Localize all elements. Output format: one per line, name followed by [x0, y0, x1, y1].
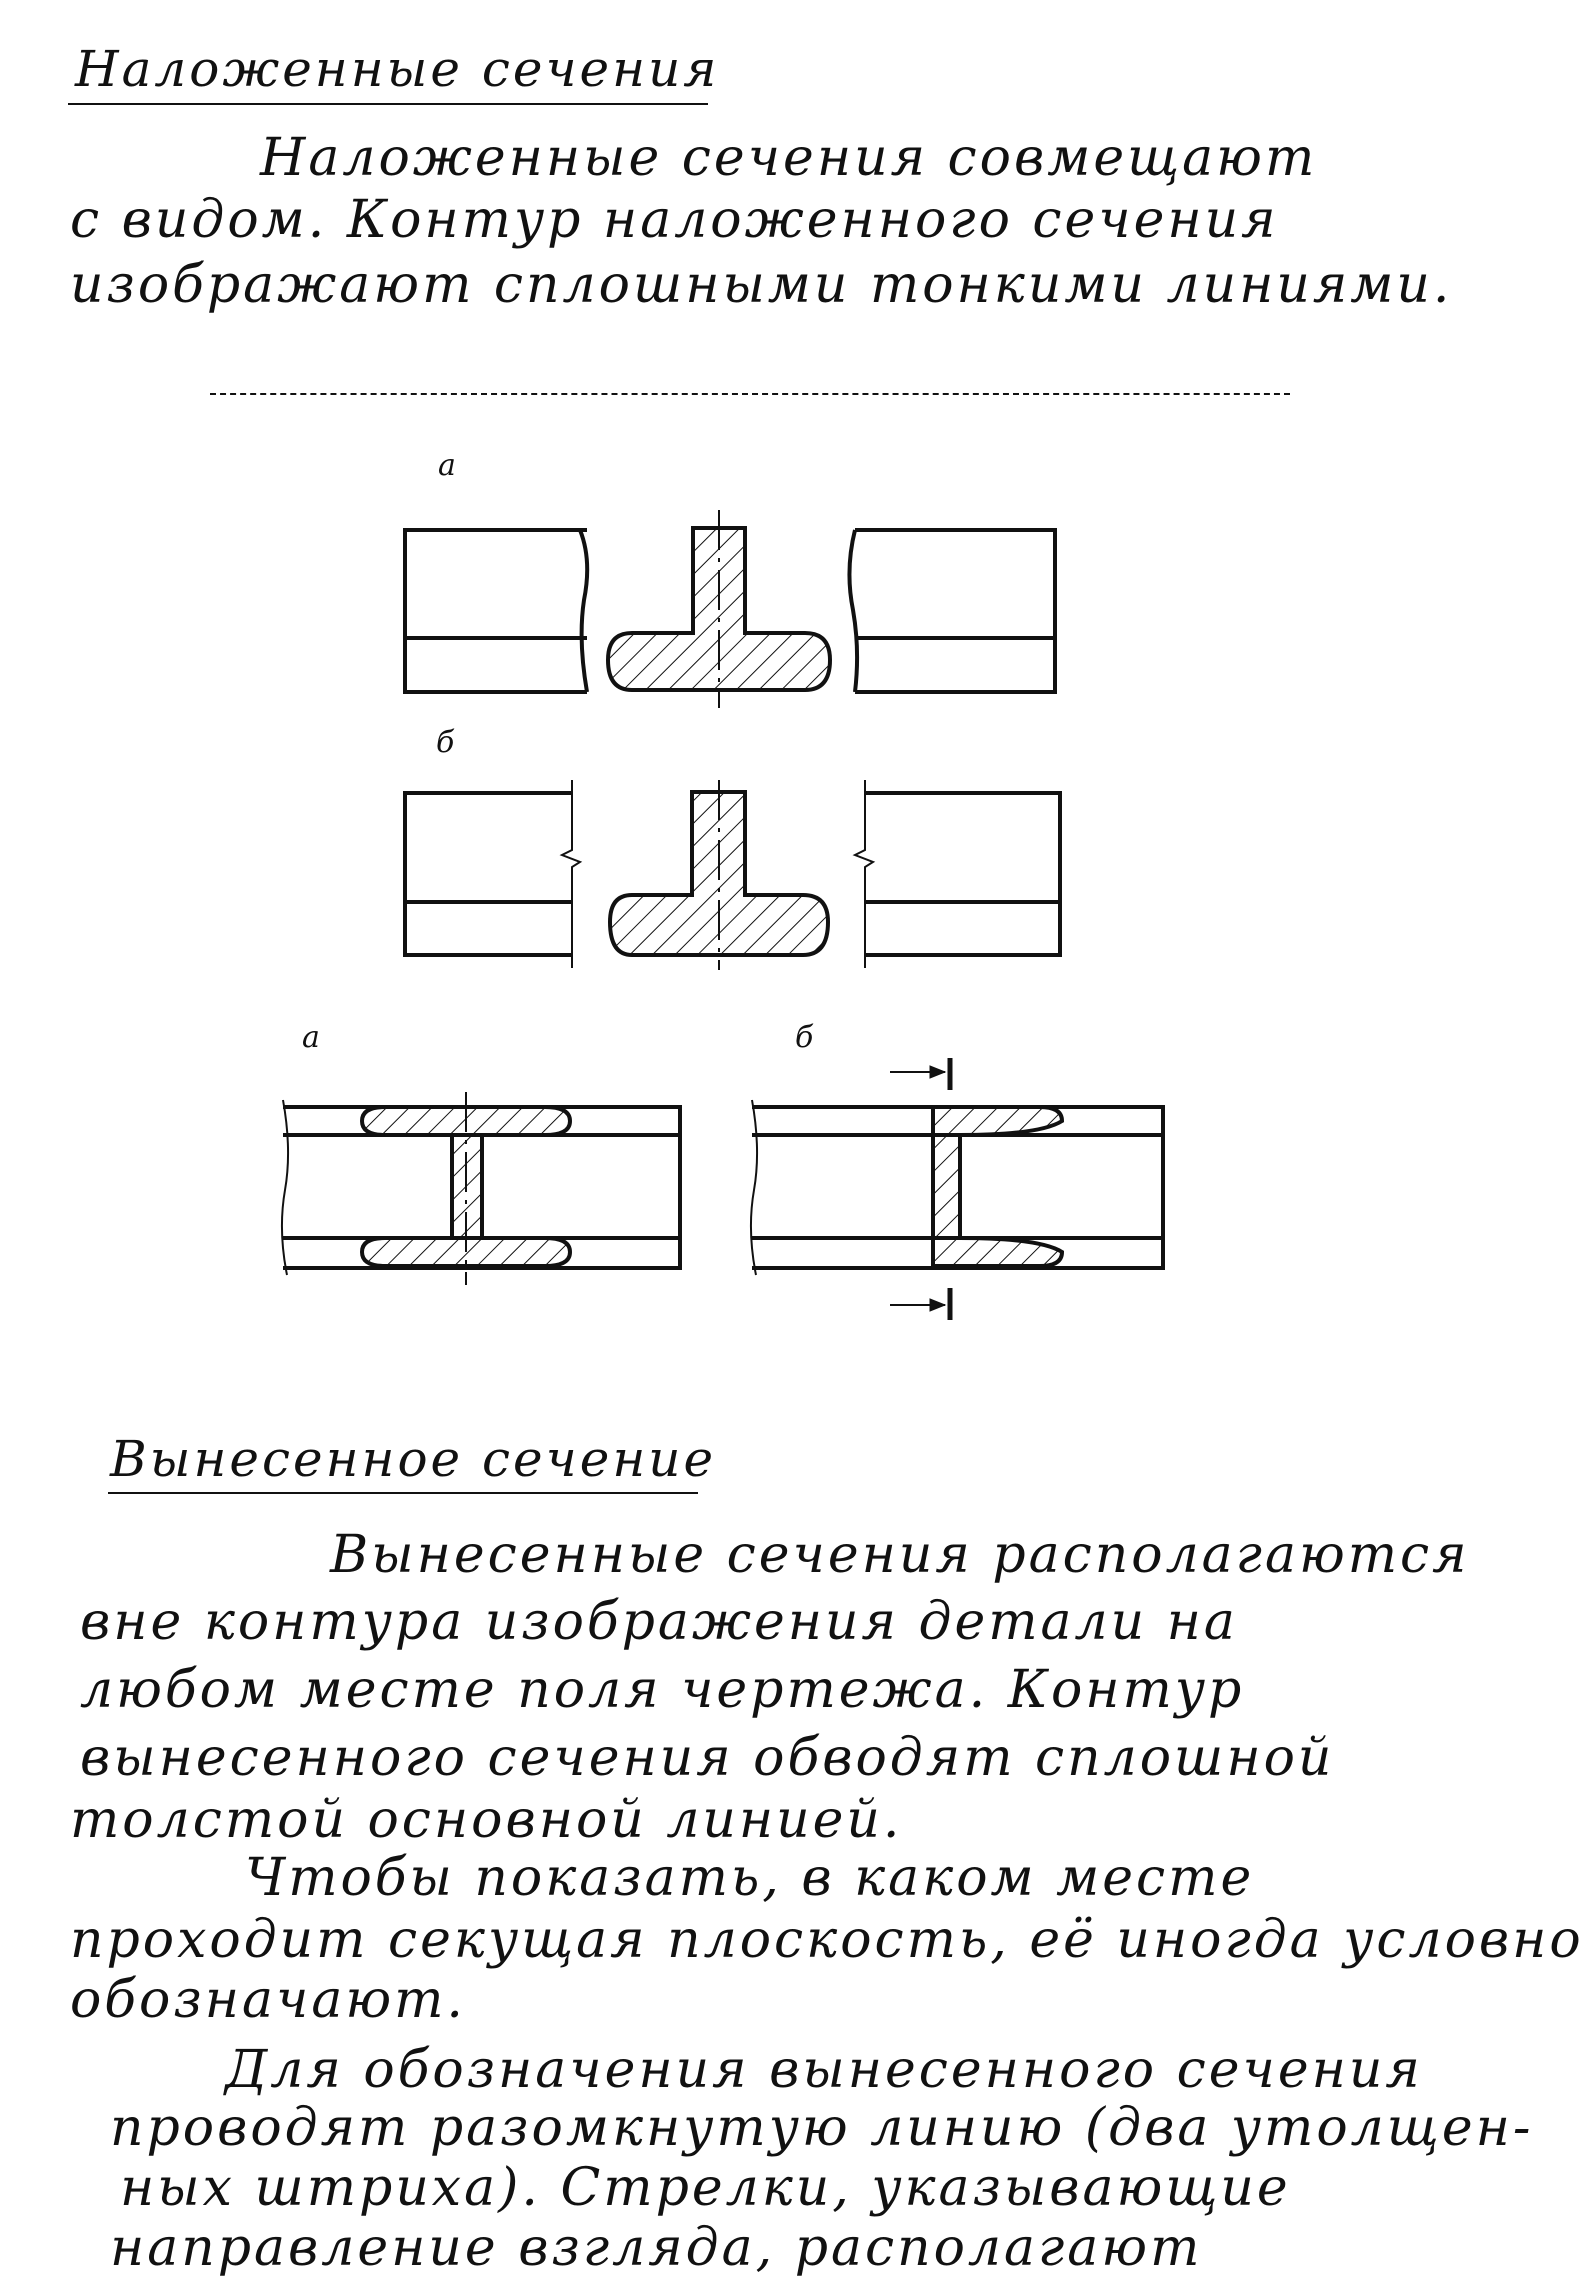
figure2-label-a: а — [302, 1020, 320, 1055]
section2-line-12: направление взгляда, располагают — [110, 2218, 1203, 2278]
figure1b-drawing — [405, 780, 1060, 970]
section1-line-3: изображают сплошными тонкими линиями. — [70, 255, 1453, 315]
figure2a-break — [282, 1100, 288, 1275]
section2-line-7: проходит секущая плоскость, её иногда условно — [70, 1910, 1584, 1970]
figure2b-break — [751, 1100, 757, 1275]
section2-line-4: вынесенного сечения обводят сплошной — [80, 1728, 1335, 1788]
section2-line-6: Чтобы показать, в каком месте — [245, 1848, 1255, 1908]
section1-line-1: Наложенные сечения совмещают — [260, 128, 1318, 188]
figure1b-left-view — [405, 793, 572, 955]
section2-line-11: ных штриха). Стрелки, указывающие — [120, 2158, 1291, 2218]
section2-line-2: вне контура изображения детали на — [80, 1592, 1238, 1652]
cutting-plane-top-arrowhead — [930, 1066, 945, 1078]
section2-line-5: толстой основной линией. — [70, 1790, 903, 1850]
section1-line-2: с видом. Контур наложенного сечения — [70, 190, 1279, 250]
figure1b-right-view — [865, 793, 1060, 955]
section2-heading: Вынесенное сечение — [110, 1430, 717, 1488]
figure2b-drawing — [751, 1058, 1163, 1320]
section2-line-10: проводят разомкнутую линию (два утолщен- — [110, 2098, 1534, 2158]
cutting-plane-bottom-arrowhead — [930, 1299, 945, 1311]
section2-line-9: Для обозначения вынесенного сечения — [225, 2040, 1423, 2100]
figure1-label-a: а — [438, 448, 456, 483]
figure1b-left-break — [562, 780, 580, 968]
figure1a-left-view — [405, 530, 587, 692]
section2-line-8: обозначают. — [70, 1970, 466, 2030]
figure1a-right-view — [849, 530, 1055, 692]
figure2b-section — [933, 1107, 1062, 1266]
figure1-label-b: б — [436, 725, 455, 760]
figure2a-drawing — [282, 1092, 680, 1285]
figure1b-right-break — [855, 780, 873, 968]
figure1a-drawing — [405, 510, 1055, 708]
section2-line-1: Вынесенные сечения располагаются — [330, 1525, 1470, 1585]
section2-heading-underline — [108, 1492, 698, 1494]
section1-heading: Наложенные сечения — [75, 40, 720, 98]
section2-line-3: любом месте поля чертежа. Контур — [80, 1660, 1245, 1720]
figure2-label-b: б — [795, 1020, 814, 1055]
